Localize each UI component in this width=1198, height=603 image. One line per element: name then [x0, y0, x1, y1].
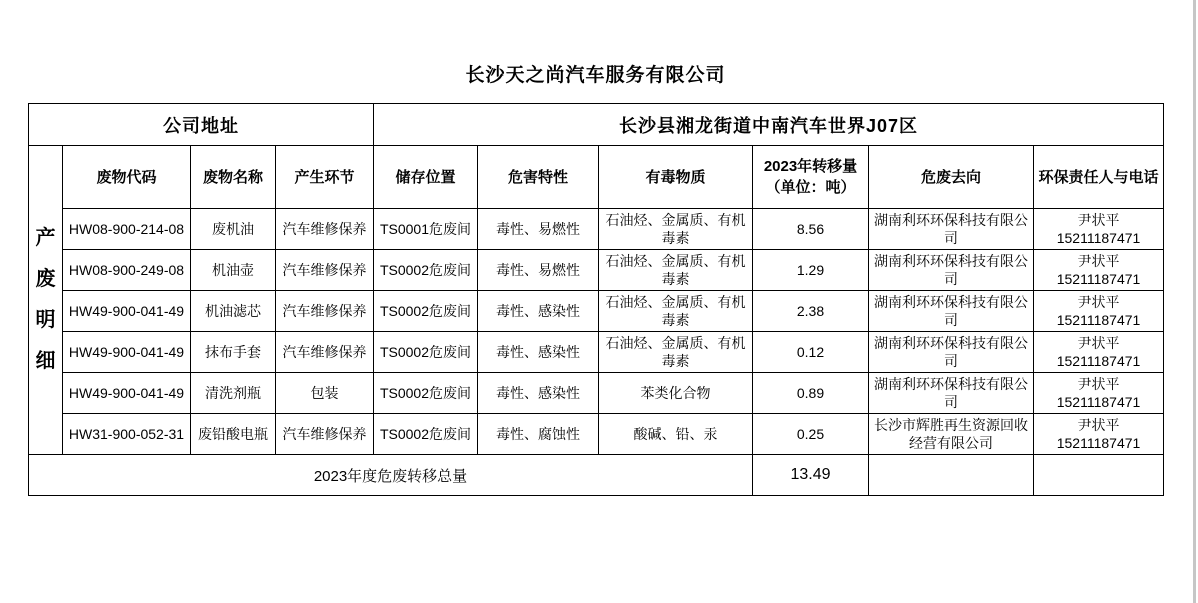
waste-name-cell: 废铅酸电瓶	[191, 414, 276, 455]
waste-transfer-table	[28, 103, 1164, 496]
hazard-property-cell: 毒性、感染性	[478, 332, 599, 373]
contact-name: 尹状平	[1077, 212, 1120, 228]
company-address-value: 长沙县湘龙街道中南汽车世界J07区	[374, 104, 1164, 146]
destination-cell: 湖南利环环保科技有限公司	[869, 373, 1034, 414]
side-label-cell	[29, 146, 63, 455]
contact-phone: 15211187471	[1056, 312, 1141, 328]
waste-name-cell: 机油滤芯	[191, 291, 276, 332]
waste-name-cell: 机油壶	[191, 250, 276, 291]
table-row	[29, 250, 1164, 291]
toxic-substance-cell: 酸碱、铅、汞	[599, 414, 753, 455]
toxic-substance-cell: 石油烃、金属质、有机毒素	[599, 250, 753, 291]
contact-cell	[1034, 209, 1164, 250]
table-row	[29, 209, 1164, 250]
column-header-toxic-substance: 有毒物质	[599, 146, 753, 209]
toxic-substance-cell: 石油烃、金属质、有机毒素	[599, 209, 753, 250]
destination-cell: 湖南利环环保科技有限公司	[869, 250, 1034, 291]
hazard-property-cell: 毒性、腐蚀性	[478, 414, 599, 455]
total-amount-cell: 13.49	[753, 455, 869, 496]
total-row	[29, 455, 1164, 496]
contact-cell	[1034, 291, 1164, 332]
vertical-scrollbar[interactable]	[1193, 0, 1196, 603]
waste-name-cell: 清洗剂瓶	[191, 373, 276, 414]
page-title: 长沙天之尚汽车服务有限公司	[465, 65, 726, 86]
contact-name: 尹状平	[1077, 253, 1120, 269]
column-header-destination: 危废去向	[869, 146, 1034, 209]
generation-stage-cell: 汽车维修保养	[276, 332, 374, 373]
empty-contact-cell	[1034, 455, 1164, 496]
waste-details-side-label: 产废明细	[35, 227, 56, 372]
table-row	[29, 291, 1164, 332]
transfer-amount-cell: 0.25	[753, 414, 869, 455]
storage-location-cell: TS0002危废间	[374, 414, 478, 455]
contact-name: 尹状平	[1077, 417, 1120, 433]
column-header-waste-name: 废物名称	[191, 146, 276, 209]
column-header-row	[29, 146, 1164, 209]
generation-stage-cell: 汽车维修保养	[276, 250, 374, 291]
toxic-substance-cell: 石油烃、金属质、有机毒素	[599, 332, 753, 373]
storage-location-cell: TS0002危废间	[374, 291, 478, 332]
transfer-amount-cell: 0.12	[753, 332, 869, 373]
empty-destination-cell	[869, 455, 1034, 496]
storage-location-cell: TS0002危废间	[374, 373, 478, 414]
transfer-amount-cell: 0.89	[753, 373, 869, 414]
waste-code-cell: HW49-900-041-49	[63, 291, 191, 332]
toxic-substance-cell: 石油烃、金属质、有机毒素	[599, 291, 753, 332]
waste-code-cell: HW49-900-041-49	[63, 373, 191, 414]
column-header-contact: 环保责任人与电话	[1034, 146, 1164, 209]
column-header-storage-location: 储存位置	[374, 146, 478, 209]
column-header-transfer-amount-line2: （单位：吨）	[765, 179, 856, 196]
company-address-label: 公司地址	[29, 104, 374, 146]
contact-cell	[1034, 250, 1164, 291]
column-header-waste-code: 废物代码	[63, 146, 191, 209]
waste-code-cell: HW08-900-214-08	[63, 209, 191, 250]
contact-cell	[1034, 332, 1164, 373]
waste-name-cell: 抹布手套	[191, 332, 276, 373]
waste-name-cell: 废机油	[191, 209, 276, 250]
column-header-hazard-property: 危害特性	[478, 146, 599, 209]
table-row	[29, 414, 1164, 455]
storage-location-cell: TS0002危废间	[374, 250, 478, 291]
contact-phone: 15211187471	[1056, 394, 1141, 410]
destination-cell: 湖南利环环保科技有限公司	[869, 209, 1034, 250]
destination-cell: 长沙市辉胜再生资源回收经营有限公司	[869, 414, 1034, 455]
hazard-property-cell: 毒性、感染性	[478, 291, 599, 332]
hazard-property-cell: 毒性、易燃性	[478, 209, 599, 250]
contact-cell	[1034, 414, 1164, 455]
table-row	[29, 332, 1164, 373]
storage-location-cell: TS0001危废间	[374, 209, 478, 250]
generation-stage-cell: 包装	[276, 373, 374, 414]
contact-phone: 15211187471	[1056, 353, 1141, 369]
waste-code-cell: HW08-900-249-08	[63, 250, 191, 291]
destination-cell: 湖南利环环保科技有限公司	[869, 332, 1034, 373]
column-header-transfer-amount	[753, 146, 869, 209]
destination-cell: 湖南利环环保科技有限公司	[869, 291, 1034, 332]
generation-stage-cell: 汽车维修保养	[276, 291, 374, 332]
storage-location-cell: TS0002危废间	[374, 332, 478, 373]
table-row	[29, 373, 1164, 414]
contact-phone: 15211187471	[1056, 435, 1141, 451]
contact-cell	[1034, 373, 1164, 414]
generation-stage-cell: 汽车维修保养	[276, 414, 374, 455]
transfer-amount-cell: 2.38	[753, 291, 869, 332]
waste-code-cell: HW49-900-041-49	[63, 332, 191, 373]
contact-name: 尹状平	[1077, 335, 1120, 351]
address-row	[29, 104, 1164, 146]
column-header-transfer-amount-line1: 2023年转移量	[763, 158, 858, 175]
contact-name: 尹状平	[1077, 376, 1120, 392]
contact-name: 尹状平	[1077, 294, 1120, 310]
column-header-generation-stage: 产生环节	[276, 146, 374, 209]
contact-phone: 15211187471	[1056, 230, 1141, 246]
hazard-property-cell: 毒性、易燃性	[478, 250, 599, 291]
total-label: 2023年度危废转移总量	[29, 455, 753, 496]
generation-stage-cell: 汽车维修保养	[276, 209, 374, 250]
contact-phone: 15211187471	[1056, 271, 1141, 287]
toxic-substance-cell: 苯类化合物	[599, 373, 753, 414]
waste-code-cell: HW31-900-052-31	[63, 414, 191, 455]
transfer-amount-cell: 8.56	[753, 209, 869, 250]
hazard-property-cell: 毒性、感染性	[478, 373, 599, 414]
transfer-amount-cell: 1.29	[753, 250, 869, 291]
